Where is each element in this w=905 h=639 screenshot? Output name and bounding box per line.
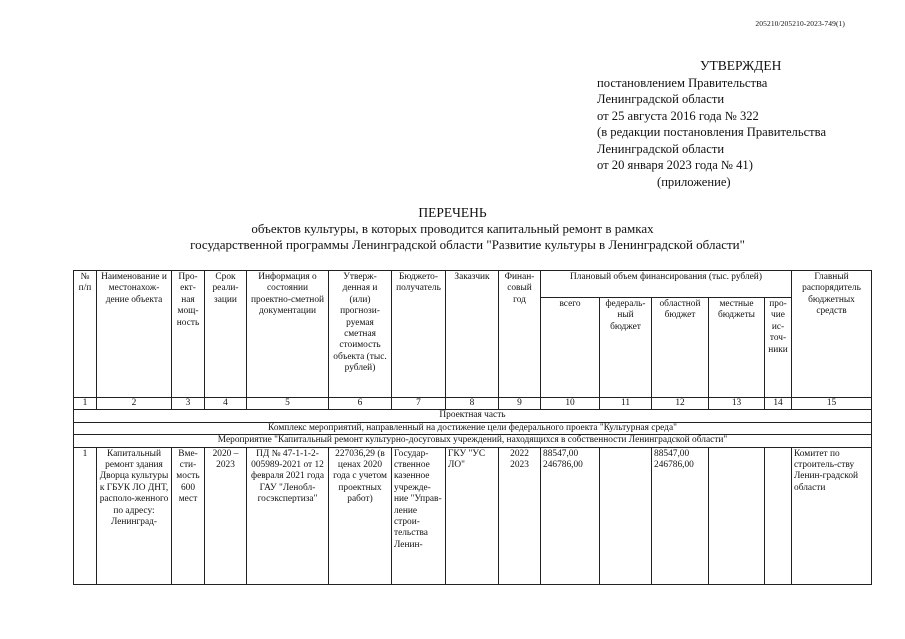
header-capacity: Про-ект-ная мощ-ность bbox=[172, 271, 205, 398]
row-years bbox=[499, 447, 541, 584]
col-number: 2 bbox=[97, 398, 172, 410]
row-capacity: Вме-сти-мость 600 мест bbox=[172, 447, 205, 584]
header-name: Наименование и местонахож-дение объекта bbox=[97, 271, 172, 398]
approval-line: от 20 января 2023 года № 41) bbox=[597, 158, 753, 172]
row-name: Капитальный ремонт здания Дворца культуры к ГБУК ЛО ДНТ, располо-женного по адресу: Ленинград- bbox=[97, 447, 172, 584]
row-customer: ГКУ "УС ЛО" bbox=[446, 447, 499, 584]
col-number: 3 bbox=[172, 398, 205, 410]
regional-value: 246786,00 bbox=[654, 460, 694, 471]
header-other: про-чие ис-точ-ники bbox=[765, 298, 792, 398]
col-number: 5 bbox=[247, 398, 329, 410]
year-value: 2023 bbox=[510, 460, 529, 471]
header-regional: областной бюджет bbox=[652, 298, 709, 398]
header-local: местные бюджеты bbox=[709, 298, 765, 398]
approval-line: (в редакции постановления Правительства bbox=[597, 125, 827, 139]
col-number: 1 bbox=[74, 398, 97, 410]
col-number: 12 bbox=[652, 398, 709, 410]
col-number: 6 bbox=[329, 398, 392, 410]
column-numbers-row bbox=[74, 398, 872, 410]
header-row-1 bbox=[74, 271, 872, 298]
header-recipient: Бюджето-получатель bbox=[392, 271, 446, 398]
approval-line: от 25 августа 2016 года № 322 bbox=[597, 108, 759, 123]
col-number: 11 bbox=[600, 398, 652, 410]
list-heading bbox=[0, 205, 905, 253]
col-number: 10 bbox=[541, 398, 600, 410]
heading-line-1: объектов культуры, в которых проводится капитальный ремонт в рамках bbox=[251, 221, 654, 236]
complex-row bbox=[74, 422, 872, 434]
header-fin-year: Финан-совый год bbox=[499, 271, 541, 398]
header-federal: федераль-ный бюджет bbox=[600, 298, 652, 398]
row-recipient: Государ-ственное казенное учрежде-ние "Управ-ление строи-тельства Ленин- bbox=[392, 447, 446, 584]
header-plan-volume: Плановый объем финансирования (тыс. рублей) bbox=[541, 271, 792, 298]
col-number: 7 bbox=[392, 398, 446, 410]
col-number: 14 bbox=[765, 398, 792, 410]
measure-row bbox=[74, 435, 872, 447]
row-regional bbox=[652, 447, 709, 584]
row-manager: Комитет по строитель-ству Ленин-градской области bbox=[792, 447, 872, 584]
row-local bbox=[709, 447, 765, 584]
approval-line: постановлением Правительства bbox=[597, 75, 768, 90]
approval-line: Ленинградской области bbox=[597, 92, 725, 106]
approval-title: УТВЕРЖДЕН bbox=[700, 58, 782, 73]
section-row bbox=[74, 410, 872, 422]
total-value: 88547,00 bbox=[543, 448, 579, 459]
header-num: № п/п bbox=[74, 271, 97, 398]
col-number: 15 bbox=[792, 398, 872, 410]
header-estimate: Утверж-денная и (или) прогнози-руемая сметная стоимость объекта (тыс. рублей) bbox=[329, 271, 392, 398]
objects-table bbox=[73, 270, 872, 585]
section-project: Проектная часть bbox=[74, 410, 872, 422]
row-num: 1 bbox=[74, 447, 97, 584]
row-term: 2020 – 2023 bbox=[205, 447, 247, 584]
col-number: 8 bbox=[446, 398, 499, 410]
measure-title: Мероприятие "Капитальный ремонт культурно-досуговых учреждений, находящихся в собственности Ленинградской области" bbox=[74, 435, 872, 447]
approval-block bbox=[597, 58, 826, 190]
year-value: 2022 bbox=[510, 448, 529, 459]
col-number: 9 bbox=[499, 398, 541, 410]
table-row bbox=[74, 447, 872, 584]
approval-appendix: (приложение) bbox=[657, 174, 731, 189]
regional-value: 88547,00 bbox=[654, 448, 690, 459]
total-value: 246786,00 bbox=[543, 460, 583, 471]
row-totals bbox=[541, 447, 600, 584]
row-psd-info: ПД № 47-1-1-2-005989-2021 от 12 февраля 2021 года ГАУ "Ленобл-госэкспертиза" bbox=[247, 447, 329, 584]
row-estimate: 227036,29 (в ценах 2020 года с учетом проектных работ) bbox=[329, 447, 392, 584]
row-other bbox=[765, 447, 792, 584]
header-manager: Главный распорядитель бюджетных средств bbox=[792, 271, 872, 398]
row-federal bbox=[600, 447, 652, 584]
approval-line: Ленинградской области bbox=[597, 141, 725, 156]
header-psd-info: Информация о состоянии проектно-сметной документации bbox=[247, 271, 329, 398]
col-number: 4 bbox=[205, 398, 247, 410]
header-term: Срок реали-зации bbox=[205, 271, 247, 398]
complex-measures: Комплекс мероприятий, направленный на достижение цели федерального проекта "Культурная среда" bbox=[74, 422, 872, 434]
header-customer: Заказчик bbox=[446, 271, 499, 398]
col-number: 13 bbox=[709, 398, 765, 410]
heading-line-2: государственной программы Ленинградской области "Развитие культуры в Ленинградской области" bbox=[190, 237, 745, 252]
document-id: 205210/205210-2023-749(1) bbox=[755, 19, 845, 28]
heading-title: ПЕРЕЧЕНЬ bbox=[418, 205, 487, 220]
header-total: всего bbox=[541, 298, 600, 398]
